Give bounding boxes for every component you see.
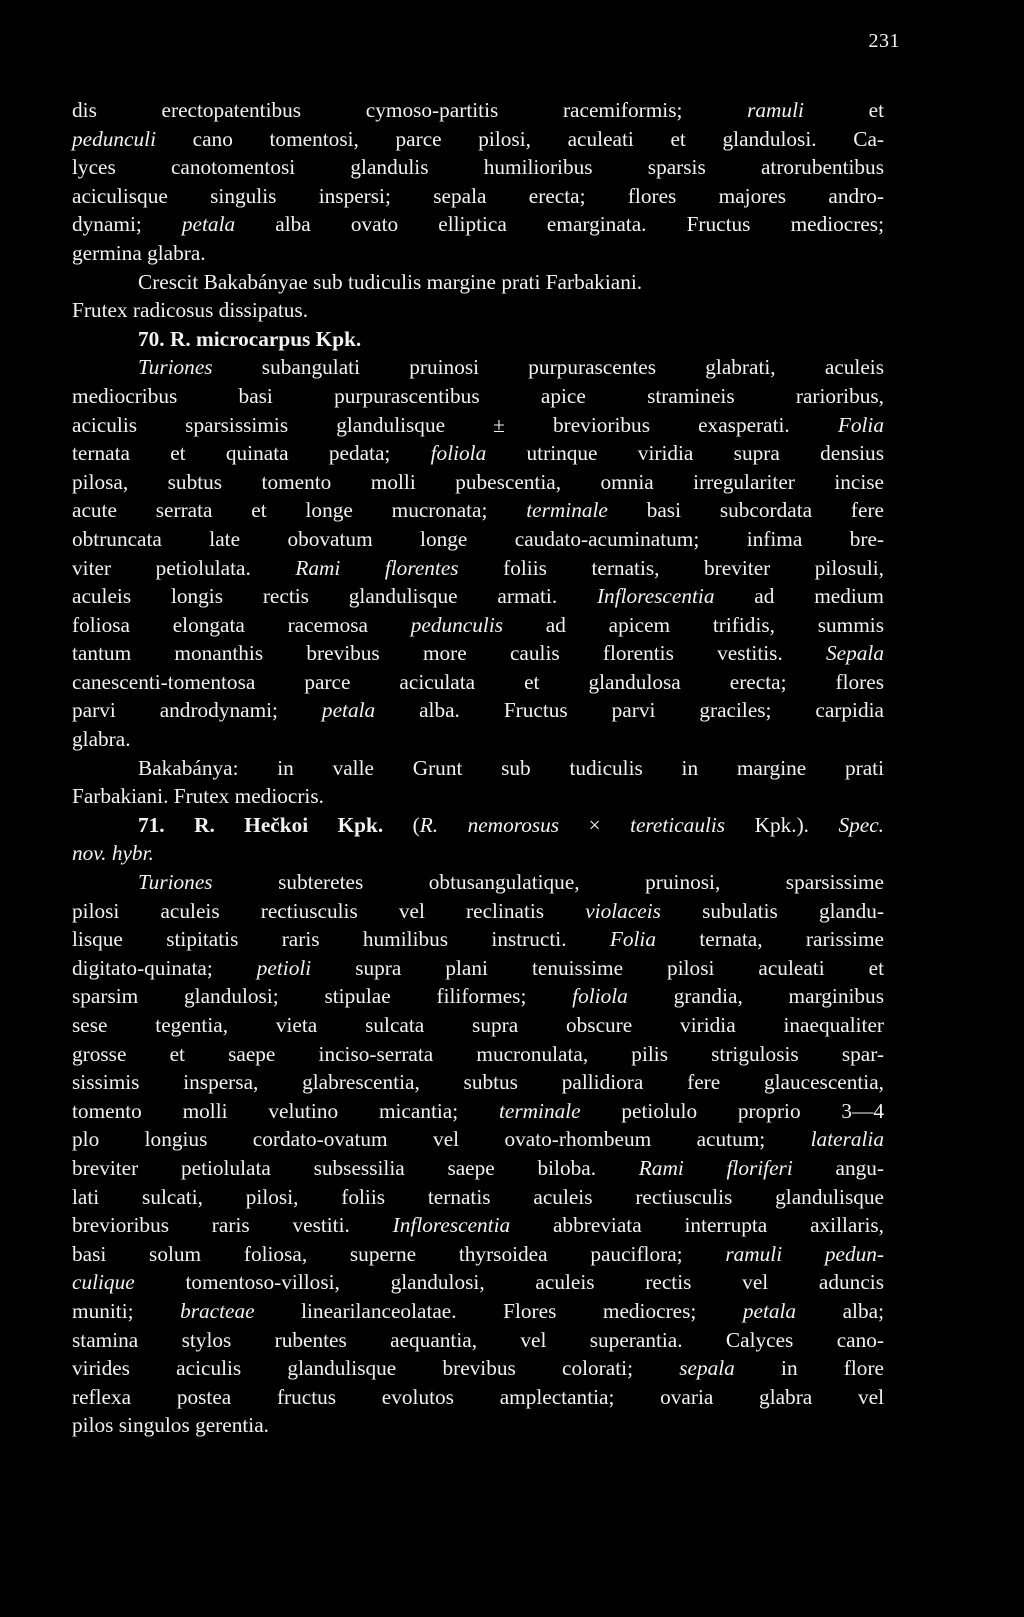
text-line <box>72 182 884 211</box>
italic-term: Rami floriferi <box>638 1155 793 1180</box>
text-segment: ternata et quinata pedata; <box>72 441 431 466</box>
text-segment: tomentoso-villosi, glandulosi, aculeis rectis vel aduncis <box>134 1270 884 1295</box>
text-segment: tomento molli velutino micantia; <box>72 1098 499 1123</box>
text-line <box>72 811 884 840</box>
text-segment: foliosa elongata racemosa <box>72 612 411 637</box>
text-segment: linearilanceolatae. Flores mediocres; <box>254 1298 743 1323</box>
text-line <box>72 439 884 468</box>
text-segment: dynami; <box>72 212 182 237</box>
text-segment: Crescit Bakabányae sub tudiculis margine prati Farbakiani. <box>138 269 643 294</box>
text-line <box>72 1240 884 1269</box>
text-line <box>72 1211 884 1240</box>
text-segment: aculeis longis rectis glandulisque armati. <box>72 584 597 609</box>
text-segment: pilos singulos gerentia. <box>72 1413 269 1438</box>
text-segment: reflexa postea fructus evolutos amplectantia; ovaria glabra vel <box>72 1384 884 1409</box>
text-segment: lyces canotomentosi glandulis humilioribus sparsis atrorubentibus <box>72 155 884 180</box>
italic-term: Inflorescentia <box>596 584 715 609</box>
italic-term: lateralia <box>810 1127 884 1152</box>
text-line <box>72 411 884 440</box>
text-segment: pilosi aculeis rectiusculis vel reclinatis <box>72 898 586 923</box>
italic-term: nov. hybr. <box>72 841 154 866</box>
text-line <box>72 1326 884 1355</box>
text-line <box>72 954 884 983</box>
italic-term: ramuli <box>747 98 804 122</box>
text-segment: basi solum foliosa, superne thyrsoidea pauciflora; <box>72 1241 726 1266</box>
text-line <box>72 554 884 583</box>
text-line <box>72 296 884 325</box>
italic-term: Sepala <box>826 641 884 666</box>
text-line <box>72 1097 884 1126</box>
italic-term: petala <box>321 698 376 723</box>
text-segment: basi subcordata fere <box>607 498 884 523</box>
text-segment: ad medium <box>714 584 885 609</box>
text-segment: subangulati pruinosi purpurascentes glabrati, aculeis <box>212 355 884 380</box>
text-segment: angu- <box>792 1155 884 1180</box>
text-segment: foliis ternatis, breviter pilosuli, <box>458 555 885 580</box>
text-segment: canescenti-tomentosa parce aciculata et glandulosa erecta; flores <box>72 669 884 694</box>
text-segment: Frutex radicosus dissipatus. <box>72 298 309 323</box>
text-line <box>72 925 884 954</box>
text-line <box>72 325 884 354</box>
text-segment: subulatis glandu- <box>660 898 884 923</box>
text-line <box>72 1068 884 1097</box>
italic-term: Inflorescentia <box>392 1213 511 1238</box>
text-line <box>72 1411 884 1440</box>
text-line <box>72 382 884 411</box>
text-line <box>72 525 884 554</box>
text-line <box>72 153 884 182</box>
text-line <box>72 1383 884 1412</box>
text-segment: parvi androdynami; <box>72 698 322 723</box>
italic-term: foliola <box>430 441 487 466</box>
italic-term: Folia <box>837 412 884 437</box>
italic-term: ramuli pedun- <box>725 1241 884 1266</box>
text-segment: subteretes obtusangulatique, pruinosi, sparsissime <box>212 870 884 895</box>
text-segment: Kpk.). <box>725 812 839 837</box>
italic-term: bracteae <box>180 1298 255 1323</box>
text-line <box>72 868 884 897</box>
text-line <box>72 839 884 868</box>
text-segment: × <box>559 812 631 837</box>
italic-term: tereticaulis <box>630 812 726 837</box>
text-segment: breviter petiolulata subsessilia saepe biloba. <box>72 1155 639 1180</box>
text-segment: ( <box>383 812 420 837</box>
text-segment: abbreviata interrupta axillaris, <box>510 1213 884 1238</box>
text-segment: cano tomentosi, parce pilosi, aculeati et glandulosi. Ca- <box>155 126 884 151</box>
italic-term: Spec. <box>838 812 884 837</box>
text-segment: dis erectopatentibus cymoso-partitis racemiformis; <box>72 98 748 122</box>
text-line <box>72 639 884 668</box>
text-segment: glabra. <box>72 727 131 752</box>
text-segment: supra plani tenuissime pilosi aculeati et <box>311 955 884 980</box>
text-segment: alba. Fructus parvi graciles; carpidia <box>375 698 884 723</box>
text-segment: grandia, marginibus <box>627 984 884 1009</box>
text-line <box>72 611 884 640</box>
text-line <box>72 1297 884 1326</box>
text-segment: lisque stipitatis raris humilibus instructi. <box>72 927 610 952</box>
italic-term: sepala <box>679 1356 735 1381</box>
text-line <box>72 696 884 725</box>
text-segment: muniti; <box>72 1298 181 1323</box>
text-line <box>72 1354 884 1383</box>
text-line <box>72 210 884 239</box>
text-line <box>72 725 884 754</box>
italic-term: Turiones <box>138 355 213 380</box>
species-heading: 70. R. microcarpus Kpk. <box>138 326 362 351</box>
text-segment: sparsim glandulosi; stipulae filiformes; <box>72 984 573 1009</box>
text-line <box>72 268 884 297</box>
italic-term: terminale <box>526 498 608 523</box>
text-segment: obtruncata late obovatum longe caudato-acuminatum; infima bre- <box>72 526 884 551</box>
text-segment: plo longius cordato-ovatum vel ovato-rhombeum acutum; <box>72 1127 811 1152</box>
italic-term: pedunculi <box>72 126 156 151</box>
text-segment: ternata, rarissime <box>656 927 884 952</box>
text-segment: brevioribus raris vestiti. <box>72 1213 393 1238</box>
italic-term: Folia <box>609 927 656 952</box>
text-segment: Bakabánya: in valle Grunt sub tudiculis in margine prati <box>138 755 884 780</box>
body-text <box>72 96 884 1440</box>
text-line <box>72 1011 884 1040</box>
italic-term: Rami florentes <box>295 555 459 580</box>
text-segment: Farbakiani. Frutex mediocris. <box>72 784 324 809</box>
italic-term: petala <box>742 1298 797 1323</box>
italic-term: petioli <box>256 955 312 980</box>
text-line <box>72 668 884 697</box>
text-line <box>72 468 884 497</box>
text-line <box>72 582 884 611</box>
text-line <box>72 96 884 125</box>
text-line <box>72 1268 884 1297</box>
italic-term: violaceis <box>585 898 661 923</box>
text-segment: sissimis inspersa, glabrescentia, subtus pallidiora fere glaucescentia, <box>72 1070 884 1095</box>
italic-term: foliola <box>572 984 628 1009</box>
italic-term: Turiones <box>138 870 213 895</box>
text-segment: et <box>803 98 884 122</box>
page-number: 231 <box>868 30 900 52</box>
species-heading: 71. R. Hečkoi Kpk. <box>138 812 384 837</box>
text-segment: aciculis sparsissimis glandulisque ± brevioribus exasperati. <box>72 412 838 437</box>
text-segment: in flore <box>734 1356 884 1381</box>
italic-term: R. nemorosus <box>419 812 560 837</box>
text-segment: sese tegentia, vieta sulcata supra obscure viridia inaequaliter <box>72 1013 884 1037</box>
text-line <box>72 353 884 382</box>
text-segment: acute serrata et longe mucronata; <box>72 498 527 523</box>
italic-term: pedunculis <box>410 612 504 637</box>
text-segment: pilosa, subtus tomento molli pubescentia, omnia irregulariter incise <box>72 469 884 494</box>
text-line <box>72 239 884 268</box>
text-line <box>72 1040 884 1069</box>
text-segment: viter petiolulata. <box>72 555 296 580</box>
text-segment: grosse et saepe inciso-serrata mucronulata, pilis strigulosis spar- <box>72 1041 884 1066</box>
text-segment: ad apicem trifidis, summis <box>503 612 884 637</box>
text-segment: alba ovato elliptica emarginata. Fructus mediocres; <box>235 212 884 237</box>
text-line <box>72 754 884 783</box>
text-segment: stamina stylos rubentes aequantia, vel superantia. Calyces cano- <box>72 1327 884 1352</box>
text-segment: mediocribus basi purpurascentibus apice stramineis rarioribus, <box>72 383 884 408</box>
text-line <box>72 1154 884 1183</box>
text-line <box>72 125 884 154</box>
text-segment: utrinque viridia supra densius <box>486 441 884 466</box>
italic-term: petala <box>181 212 236 237</box>
text-line <box>72 1183 884 1212</box>
text-line <box>72 897 884 926</box>
text-segment: tantum monanthis brevibus more caulis florentis vestitis. <box>72 641 827 666</box>
text-segment: digitato-quinata; <box>72 955 257 980</box>
text-line <box>72 1125 884 1154</box>
text-segment: aciculisque singulis inspersi; sepala erecta; flores majores andro- <box>72 183 884 208</box>
text-segment: petiolulo proprio 3—4 <box>580 1098 884 1123</box>
italic-term: terminale <box>498 1098 581 1123</box>
text-line <box>72 496 884 525</box>
text-segment: virides aciculis glandulisque brevibus colorati; <box>72 1356 680 1381</box>
text-segment: alba; <box>796 1298 884 1323</box>
text-segment: lati sulcati, pilosi, foliis ternatis aculeis rectiusculis glandulisque <box>72 1184 884 1209</box>
text-line <box>72 782 884 811</box>
text-line <box>72 982 884 1011</box>
italic-term: culique <box>72 1270 135 1295</box>
text-segment: germina glabra. <box>72 240 206 265</box>
